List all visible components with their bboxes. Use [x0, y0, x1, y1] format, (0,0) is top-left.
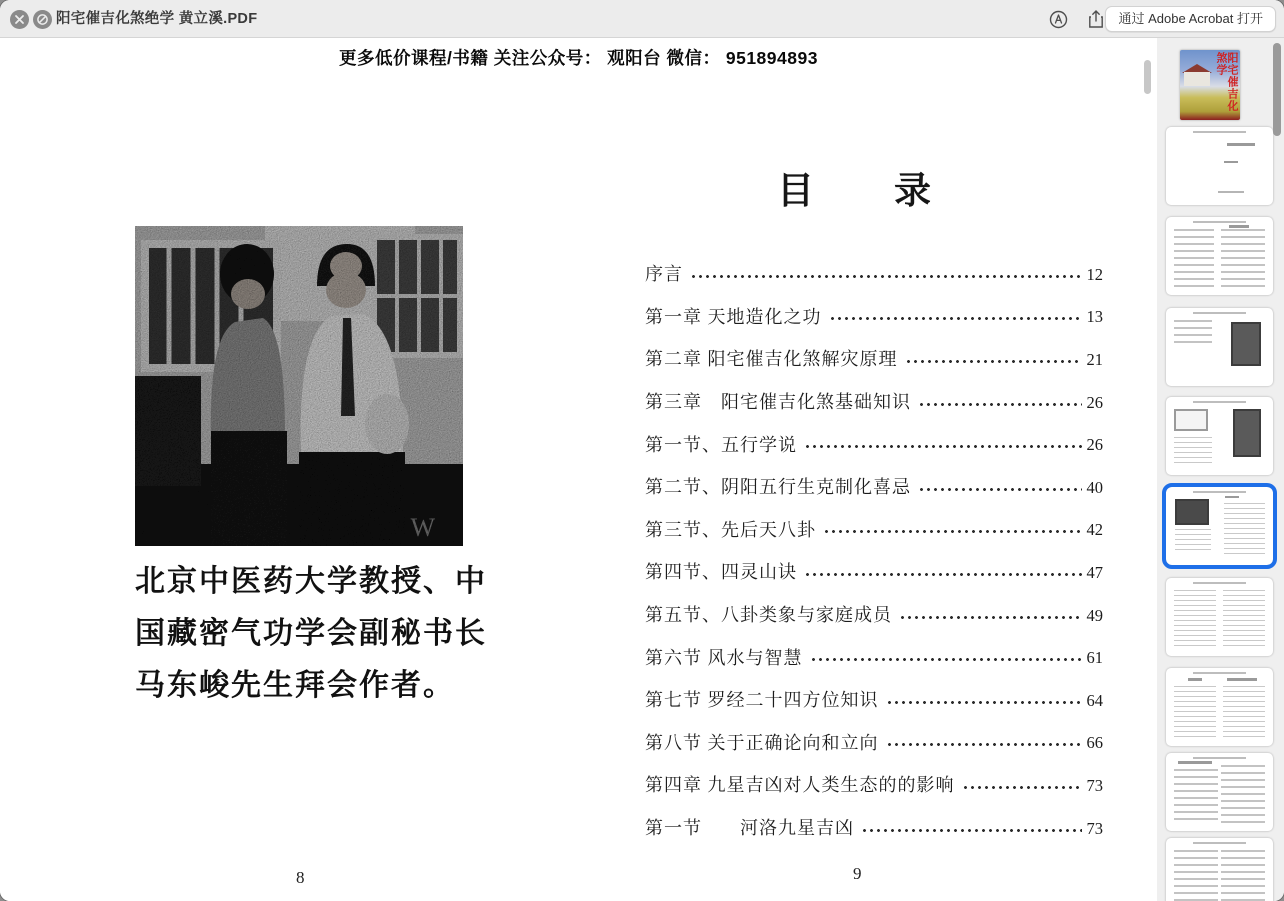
toc-dot-leader [861, 828, 1082, 833]
thumbnail-current-spread[interactable] [1166, 487, 1273, 565]
toc-dot-leader [810, 657, 1082, 662]
toc-dot-leader [962, 785, 1082, 790]
thumbnail-preface-page[interactable] [1166, 668, 1273, 746]
toc-entry [645, 806, 1103, 849]
toc-entry [645, 295, 1103, 338]
toc-entry-page: 13 [1086, 307, 1103, 327]
toc-entry [645, 721, 1103, 764]
toc-entry [645, 763, 1103, 806]
cover-title-text: 阳宅催吉化煞学 [1215, 52, 1238, 112]
cover-house [1184, 72, 1210, 86]
toc-dot-leader [918, 402, 1082, 407]
toc-entry-page: 42 [1086, 520, 1103, 540]
thumbnail-text-page[interactable] [1166, 217, 1273, 295]
toc-entry-page: 49 [1086, 605, 1103, 625]
toc-entry-label: 第一节、五行学说 [645, 434, 797, 455]
toc-entry-page: 47 [1086, 562, 1103, 582]
caption-line: 北京中医药大学教授、中 [135, 565, 487, 598]
thumbnail-partial-page[interactable] [1166, 838, 1273, 901]
toc-entry-label: 序言 [645, 264, 683, 285]
toc-title: 目 录 [777, 171, 933, 212]
toc-entry-page: 66 [1086, 733, 1103, 753]
toc-entry-label: 第三节、先后天八卦 [645, 519, 816, 540]
toc-entry-label: 第二章 阳宅催吉化煞解灾原理 [645, 349, 898, 370]
toc-entry-label: 第三章 阳宅催吉化煞基础知识 [645, 392, 911, 413]
toc-entry-label: 第五节、八卦类象与家庭成员 [645, 605, 892, 626]
toc-dot-leader [823, 529, 1082, 534]
toc-dot-leader [804, 572, 1082, 577]
toc-entry-label: 第六节 风水与智慧 [645, 647, 803, 668]
toc-entry-page: 73 [1086, 818, 1103, 838]
toc-entry-label: 第二节、阴阳五行生克制化喜忌 [645, 477, 911, 498]
thumbnail-sidebar [1157, 38, 1284, 901]
thumbnail-certificate-page[interactable] [1166, 397, 1273, 475]
toc-entry-label: 第一章 天地造化之功 [645, 306, 822, 327]
thumbnail-title-page[interactable] [1166, 127, 1273, 205]
toc-dot-leader [886, 700, 1082, 705]
blocked-icon[interactable] [33, 10, 52, 29]
toc-dot-leader [829, 316, 1082, 321]
toc-entry [645, 508, 1103, 551]
toc-entry [645, 422, 1103, 465]
toc-dot-leader [905, 359, 1082, 364]
thumbnail-toc-continued[interactable] [1166, 578, 1273, 656]
titlebar [0, 0, 1284, 38]
promo-header-text: 更多低价课程/书籍 关注公众号： 观阳台 微信： 951894893 [339, 48, 818, 68]
toc-list [645, 252, 1103, 848]
toc-entry-label: 第七节 罗经二十四方位知识 [645, 690, 879, 711]
thumbnail-cover[interactable] [1157, 44, 1264, 114]
toc-entry [645, 252, 1103, 295]
close-icon[interactable] [10, 10, 29, 29]
toc-dot-leader [804, 444, 1082, 449]
window-title: 阳宅催吉化煞绝学 黄立溪.PDF [56, 11, 258, 27]
toc-entry [645, 635, 1103, 678]
toc-entry-page: 21 [1086, 349, 1103, 369]
book-cover-image [1180, 50, 1240, 120]
share-icon[interactable] [1084, 7, 1108, 31]
photo-caption [135, 556, 487, 712]
toc-entry-page: 12 [1086, 264, 1103, 284]
caption-line: 马东峻先生拜会作者。 [135, 669, 455, 702]
left-page-number: 8 [296, 868, 305, 887]
toc-entry-page: 61 [1086, 648, 1103, 668]
toc-entry [645, 337, 1103, 380]
toc-dot-leader [918, 487, 1082, 492]
pdf-main-view [0, 38, 1157, 901]
toc-dot-leader [899, 615, 1082, 620]
toc-entry-page: 26 [1086, 392, 1103, 412]
markup-icon[interactable] [1046, 7, 1070, 31]
thumbnail-portrait-page[interactable] [1166, 308, 1273, 386]
right-page-number: 9 [853, 864, 862, 883]
toc-dot-leader [886, 742, 1082, 747]
sidebar-scrollbar[interactable] [1273, 43, 1281, 136]
toc-dot-leader [690, 274, 1082, 279]
toc-entry-page: 26 [1086, 435, 1103, 455]
toc-entry-page: 73 [1086, 775, 1103, 795]
toc-entry [645, 380, 1103, 423]
toc-entry [645, 678, 1103, 721]
scanned-photo [135, 226, 463, 546]
toc-entry [645, 593, 1103, 636]
toc-entry-label: 第一节 河洛九星吉凶 [645, 818, 854, 839]
toc-entry-page: 64 [1086, 690, 1103, 710]
toc-entry-label: 第四节、四灵山诀 [645, 562, 797, 583]
toc-entry [645, 550, 1103, 593]
toc-entry [645, 465, 1103, 508]
svg-text:W: W [410, 513, 435, 542]
toc-entry-page: 40 [1086, 477, 1103, 497]
caption-line: 国藏密气功学会副秘书长 [135, 617, 487, 650]
main-scrollbar[interactable] [1144, 60, 1151, 94]
toc-entry-label: 第八节 关于正确论向和立向 [645, 732, 879, 753]
toc-entry-label: 第四章 九星吉凶对人类生态的的影响 [645, 775, 955, 796]
open-with-acrobat-button[interactable]: 通过 Adobe Acrobat 打开 [1105, 6, 1276, 32]
thumbnail-dense-text-page[interactable] [1166, 753, 1273, 831]
